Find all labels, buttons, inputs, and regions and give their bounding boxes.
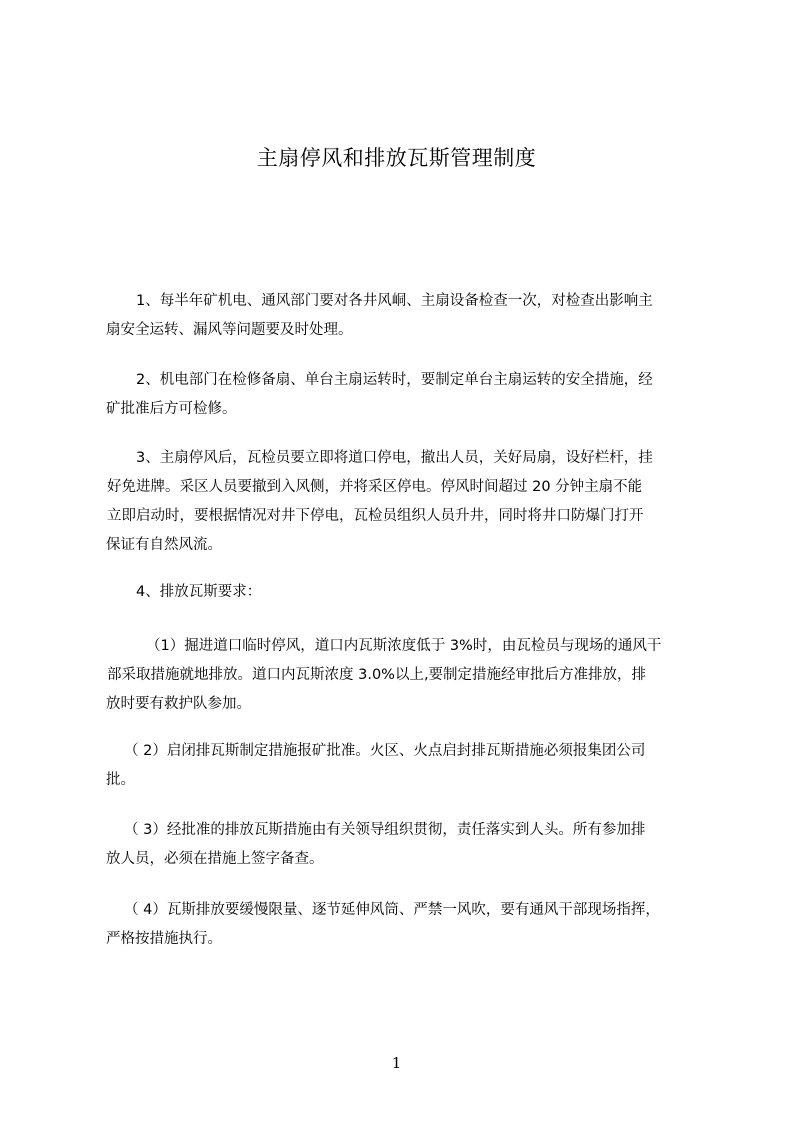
paragraph-line: 保证有自然风流。 bbox=[106, 537, 222, 553]
paragraph-2 bbox=[106, 366, 726, 424]
paragraph-3 bbox=[106, 444, 726, 560]
paragraph-line: （ 3）经批准的排放瓦斯措施由有关领导组织贯彻，责任落实到人头。所有参加排 bbox=[124, 822, 646, 838]
paragraph-line: 严格按措施执行。 bbox=[106, 931, 222, 947]
paragraph-line: 放人员，必须在措施上签字备查。 bbox=[106, 851, 324, 867]
page-number: 1 bbox=[391, 1054, 402, 1072]
paragraph-line: （ 2）启闭排瓦斯制定措施报矿批准。火区、火点启封排瓦斯措施必须报集团公司 bbox=[124, 743, 646, 759]
paragraph-line: 好免进牌。采区人员要撤到入风侧，并将采区停电。停风时间超过 20 分钟主扇不能 bbox=[107, 479, 643, 495]
paragraph-line: 部采取措施就地排放。道口内瓦斯浓度 3.0%以上,要制定措施经审批后方准排放，排 bbox=[107, 667, 647, 683]
paragraph-line: 批。 bbox=[106, 772, 135, 788]
paragraph-line: 3、主扇停风后，瓦检员要立即将道口停电，撤出人员，关好局扇，设好栏杆，挂 bbox=[136, 450, 653, 466]
paragraph-line: 2、机电部门在检修备扇、单台主扇运转时，要制定单台主扇运转的安全措施，经 bbox=[136, 372, 653, 388]
paragraph-line: 1、每半年矿机电、通风部门要对各井风峒、主扇设备检查一次，对检查出影响主 bbox=[136, 293, 653, 309]
paragraph-line: （ 4）瓦斯排放要缓慢限量、逐节延伸风筒、严禁一风吹，要有通风干部现场指挥， bbox=[124, 902, 660, 918]
paragraph-5 bbox=[106, 632, 726, 719]
paragraph-line: 矿批准后方可检修。 bbox=[106, 401, 237, 417]
document-title: 主扇停风和排放瓦斯管理制度 bbox=[256, 146, 537, 170]
paragraph-4 bbox=[106, 578, 726, 607]
paragraph-line: 扇安全运转、漏风等问题要及时处理。 bbox=[106, 322, 353, 338]
paragraph-8 bbox=[106, 896, 726, 954]
paragraph-line: 4、排放瓦斯要求： bbox=[136, 584, 262, 600]
paragraph-1 bbox=[106, 287, 726, 345]
paragraph-7 bbox=[106, 816, 726, 874]
paragraph-6 bbox=[106, 737, 726, 795]
paragraph-line: （1）掘进道口临时停风，道口内瓦斯浓度低于 3%时，由瓦检员与现场的通风干 bbox=[146, 638, 662, 654]
paragraph-line: 放时要有救护队参加。 bbox=[106, 696, 251, 712]
paragraph-line: 立即启动时，要根据情况对井下停电，瓦检员组织人员升井，同时将井口防爆门打开 bbox=[107, 508, 644, 524]
